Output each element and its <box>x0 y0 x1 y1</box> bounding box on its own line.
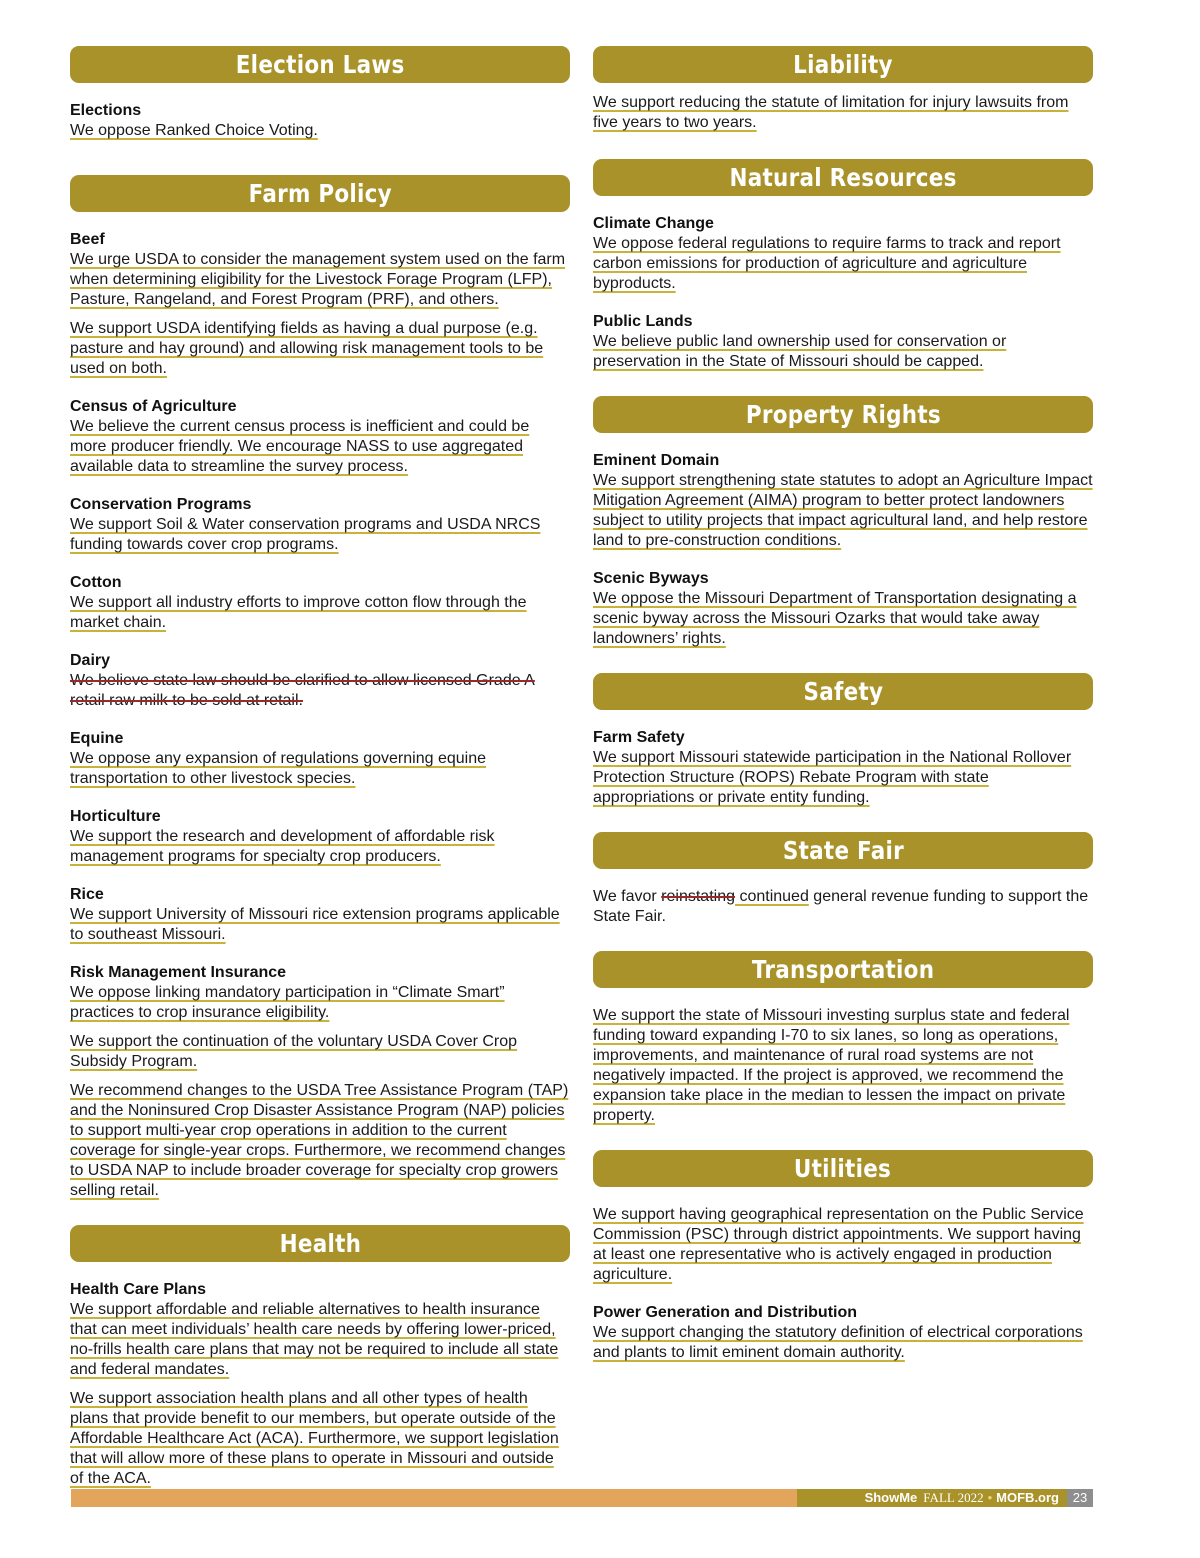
section-heading-utilities: Utilities <box>593 1150 1093 1187</box>
topic-conservation <box>70 495 570 555</box>
topic-paragraph: We support Missouri statewide participation in the National Rollover Protection Structure (ROPS) Rebate Program with state appropriations or private entity funding. <box>593 749 1072 806</box>
topic-paragraph: We support the state of Missouri investing surplus state and federal funding toward expanding I-70 to six lanes, so long as operations, improvements, and maintenance of rural road systems are not negatively impacted. If the project is approved, we recommend the expansion take place in the median to lessen the impact on private property. <box>593 1007 1070 1124</box>
topic-title: Eminent Domain <box>593 452 720 469</box>
topic-climate-change <box>593 214 1093 294</box>
topic-paragraph: We believe the current census process is inefficient and could be more producer friendly. We encourage NASS to use aggregated available data to streamline the survey process. <box>70 418 530 475</box>
topic-title: Climate Change <box>593 215 714 232</box>
section-farm-policy <box>70 175 570 1201</box>
topic-horticulture <box>70 807 570 867</box>
topic-psc <box>593 1205 1093 1285</box>
topic-elections <box>70 101 570 141</box>
topic-cotton <box>70 573 570 633</box>
topic-health-care-plans <box>70 1280 570 1489</box>
topic-dairy <box>70 651 570 711</box>
section-election-laws <box>70 46 570 141</box>
footer-masthead <box>797 1489 1067 1507</box>
topic-paragraph: We oppose federal regulations to require farms to track and report carbon emissions for production of agriculture and agriculture byproducts. <box>593 235 1061 292</box>
topic-title: Farm Safety <box>593 729 685 746</box>
topic-title: Cotton <box>70 574 122 591</box>
topic-title: Health Care Plans <box>70 1281 207 1298</box>
section-heading-state-fair: State Fair <box>593 832 1093 869</box>
topic-power-generation <box>593 1303 1093 1363</box>
topic-paragraph: We support the continuation of the voluntary USDA Cover Crop Subsidy Program. <box>70 1033 518 1070</box>
topic-census <box>70 397 570 477</box>
topic-paragraph <box>70 671 570 711</box>
footer-brand: ShowMe <box>864 1490 918 1505</box>
section-heading-transportation: Transportation <box>593 951 1093 988</box>
section-natural-resources <box>593 159 1093 372</box>
section-state-fair <box>593 832 1093 927</box>
topic-title: Power Generation and Distribution <box>593 1304 858 1321</box>
topic-title: Public Lands <box>593 313 693 330</box>
topic-title: Risk Management Insurance <box>70 964 287 981</box>
topic-risk-management <box>70 963 570 1201</box>
section-heading-farm-policy: Farm Policy <box>70 175 570 212</box>
topic-title: Horticulture <box>70 808 161 825</box>
topic-eminent-domain <box>593 451 1093 551</box>
section-health <box>70 1225 570 1489</box>
section-property-rights <box>593 396 1093 649</box>
left-column <box>70 46 570 1513</box>
topic-paragraph: We oppose any expansion of regulations governing equine transportation to other livestock species. <box>70 750 486 787</box>
topic-paragraph: We support the research and development of affordable risk management programs for specialty crop producers. <box>70 828 495 865</box>
section-transportation <box>593 951 1093 1126</box>
topic-paragraph: We favor reinstating continued general revenue funding to support the State Fair. <box>593 888 1089 925</box>
section-heading-safety: Safety <box>593 673 1093 710</box>
topic-public-lands <box>593 312 1093 372</box>
topic-paragraph: We believe public land ownership used for conservation or preservation in the State of Missouri should be capped. <box>593 333 1007 370</box>
topic-title: Scenic Byways <box>593 570 709 587</box>
topic-paragraph: We support reducing the statute of limitation for injury lawsuits from five years to two years. <box>593 94 1069 131</box>
section-utilities <box>593 1150 1093 1363</box>
footer-bar <box>71 1489 1093 1507</box>
topic-paragraph: We support University of Missouri rice extension programs applicable to southeast Missouri. <box>70 906 560 943</box>
section-heading-liability: Liability <box>593 46 1093 83</box>
topic-paragraph: We oppose the Missouri Department of Transportation designating a scenic byway across the Missouri Ozarks that would take away landowners’ rights. <box>593 590 1077 647</box>
topic-beef <box>70 230 570 379</box>
topic-paragraph: We support having geographical representation on the Public Service Commission (PSC) through district appointments. We support having at least one representative who is actively engaged in production agriculture. <box>593 1206 1084 1283</box>
footer-separator: • <box>987 1490 993 1505</box>
topic-title: Elections <box>70 102 142 119</box>
topic-rice <box>70 885 570 945</box>
page-number: 23 <box>1067 1489 1093 1507</box>
topic-paragraph: We support Soil & Water conservation programs and USDA NRCS funding towards cover crop programs. <box>70 516 541 553</box>
right-column <box>593 46 1093 1387</box>
topic-paragraph: We support association health plans and all other types of health plans that provide benefit to our members, but operate outside of the Affordable Healthcare Act (ACA). Furthermore, we support legislation that will allow more of these plans to operate in Missouri and outside of the ACA. <box>70 1390 559 1487</box>
topic-paragraph: We support all industry efforts to improve cotton flow through the market chain. <box>70 594 527 631</box>
topic-paragraph: We support changing the statutory definition of electrical corporations and plants to limit eminent domain authority. <box>593 1324 1083 1361</box>
topic-paragraph: We oppose linking mandatory participation in “Climate Smart” practices to crop insurance eligibility. <box>70 984 505 1021</box>
section-safety <box>593 673 1093 808</box>
topic-title: Beef <box>70 231 105 248</box>
section-heading-health: Health <box>70 1225 570 1262</box>
topic-scenic-byways <box>593 569 1093 649</box>
footer-season: FALL 2022 <box>923 1490 984 1505</box>
section-heading-natural-resources: Natural Resources <box>593 159 1093 196</box>
section-heading-property-rights: Property Rights <box>593 396 1093 433</box>
topic-title: Conservation Programs <box>70 496 252 513</box>
topic-paragraph: We support USDA identifying fields as having a dual purpose (e.g. pasture and hay ground) and allowing risk management tools to be used on both. <box>70 320 544 377</box>
topic-paragraph: We support strengthening state statutes to adopt an Agriculture Impact Mitigation Agreement (AIMA) program to better protect landowners subject to utility projects that impact agricultural land, and help restore land to pre-construction conditions. <box>593 472 1093 549</box>
topic-equine <box>70 729 570 789</box>
topic-title: Equine <box>70 730 124 747</box>
struck-text: We believe state law should be clarified to allow licensed Grade A retail raw milk to be sold at retail. <box>70 672 535 709</box>
footer-site-link[interactable]: MOFB.org <box>996 1490 1059 1505</box>
section-liability <box>593 46 1093 133</box>
topic-title: Dairy <box>70 652 111 669</box>
struck-text: reinstating <box>661 888 735 905</box>
topic-paragraph: We recommend changes to the USDA Tree Assistance Program (TAP) and the Noninsured Crop Disaster Assistance Program (NAP) policies to support multi-year crop operations in addition to the current coverage for single-year crops. Furthermore, we recommend changes to USDA NAP to include broader coverage for specialty crop growers selling retail. <box>70 1082 569 1199</box>
section-heading-election-laws: Election Laws <box>70 46 570 83</box>
inserted-text: continued <box>735 888 809 905</box>
topic-paragraph: We oppose Ranked Choice Voting. <box>70 122 318 139</box>
topic-paragraph: We support affordable and reliable alternatives to health insurance that can meet individuals’ health care needs by offering lower-priced, no-frills health care plans that may not be required to include all state and federal mandates. <box>70 1301 559 1378</box>
topic-title: Census of Agriculture <box>70 398 237 415</box>
topic-farm-safety <box>593 728 1093 808</box>
topic-paragraph: We urge USDA to consider the management system used on the farm when determining eligibility for the Livestock Forage Program (LFP), Pasture, Rangeland, and Forest Program (PRF), and others. <box>70 251 566 308</box>
topic-title: Rice <box>70 886 104 903</box>
